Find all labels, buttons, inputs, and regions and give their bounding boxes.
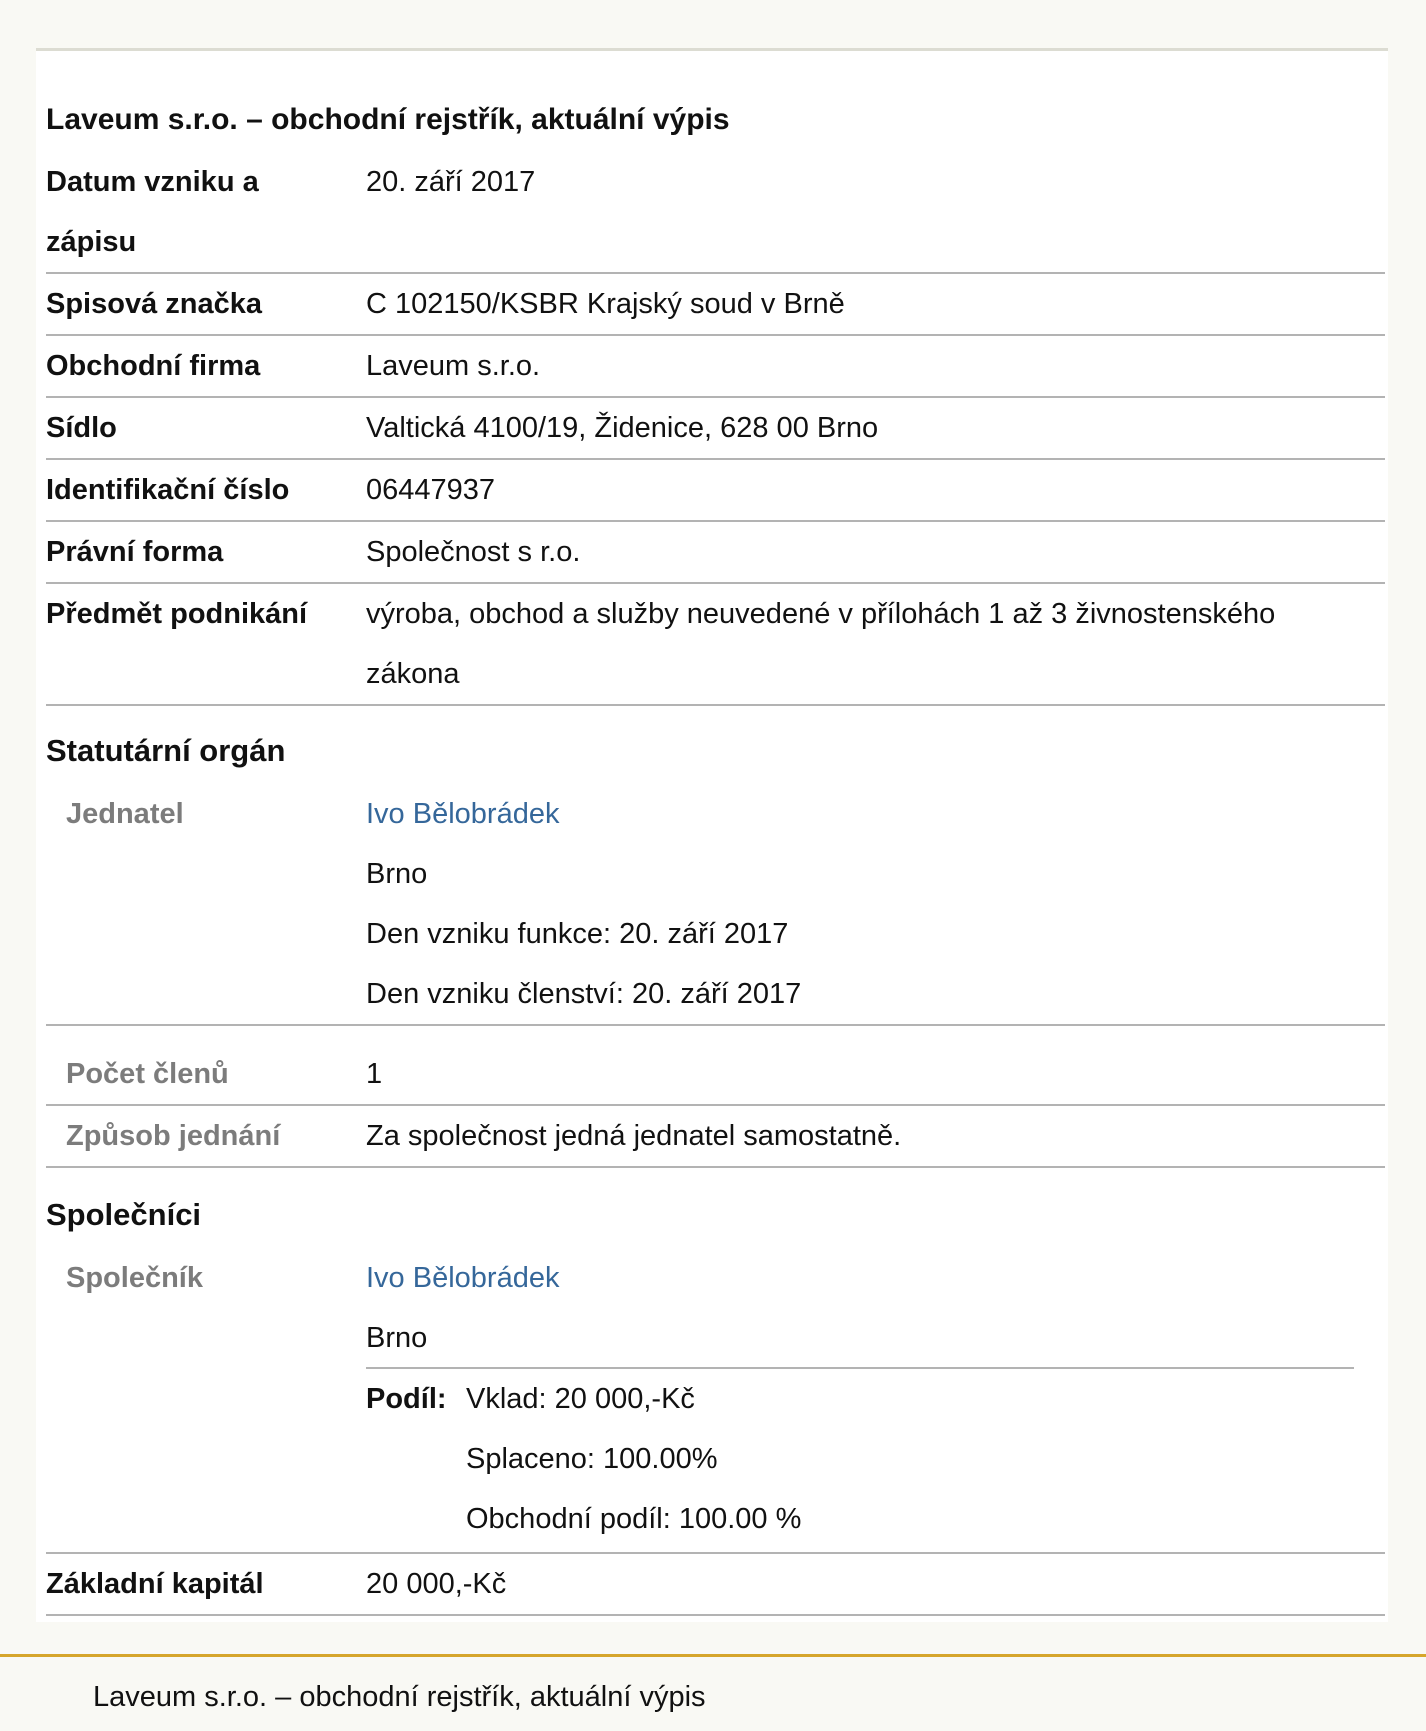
value-predmet-podnikani: výroba, obchod a služby neuvedené v přílohách 1 až 3 živnostenského zákona [366, 598, 1276, 690]
podil-obchodni: Obchodní podíl: 100.00 % [466, 1503, 802, 1535]
value-zakladni-kapital: 20 000,-Kč [366, 1568, 507, 1600]
page-title: Laveum s.r.o. – obchodní rejstřík, aktuální výpis [46, 103, 730, 136]
podil-splaceno: Splaceno: 100.00% [466, 1443, 718, 1475]
row-jednatel [46, 784, 1385, 1026]
value-datum-vzniku: 20. září 2017 [366, 166, 536, 198]
row-zpusob-jednani [46, 1106, 1385, 1168]
row-identifikacni-cislo [46, 460, 1385, 522]
podil-vklad: Vklad: 20 000,-Kč [466, 1383, 695, 1415]
value-sidlo: Valtická 4100/19, Židenice, 628 00 Brno [366, 412, 879, 444]
label-zakladni-kapital: Základní kapitál [46, 1568, 264, 1600]
jednatel-den-vzniku-clenstvi: Den vzniku členství: 20. září 2017 [366, 978, 802, 1010]
footer-title: Laveum s.r.o. – obchodní rejstřík, aktuální výpis [93, 1681, 706, 1713]
label-spolecnik: Společník [66, 1262, 203, 1294]
value-pravni-forma: Společnost s r.o. [366, 536, 581, 568]
label-spisova-znacka: Spisová značka [46, 288, 262, 320]
section-statutarni-organ: Statutární orgán [46, 733, 286, 768]
value-jednatel [366, 784, 1385, 1024]
row-spisova-znacka [46, 274, 1385, 336]
label-jednatel: Jednatel [66, 798, 184, 830]
row-sidlo [46, 398, 1385, 460]
value-pocet-clenu: 1 [366, 1058, 383, 1090]
row-predmet-podnikani [46, 584, 1385, 706]
label-predmet-podnikani: Předmět podnikání [46, 598, 308, 630]
label-identifikacni-cislo: Identifikační číslo [46, 474, 290, 506]
row-obchodni-firma [46, 336, 1385, 398]
jednatel-name-link[interactable]: Ivo Bělobrádek [366, 798, 560, 830]
jednatel-city: Brno [366, 858, 428, 890]
spolecnik-name-link[interactable]: Ivo Bělobrádek [366, 1262, 560, 1294]
row-pravni-forma [46, 522, 1385, 584]
value-obchodni-firma: Laveum s.r.o. [366, 350, 541, 382]
podil-values [466, 1369, 801, 1549]
row-pocet-clenu [46, 1044, 1385, 1106]
jednatel-den-vzniku-funkce: Den vzniku funkce: 20. září 2017 [366, 918, 789, 950]
label-pocet-clenu: Počet členů [66, 1058, 229, 1090]
label-zpusob-jednani: Způsob jednání [66, 1120, 281, 1152]
spolecnik-city: Brno [366, 1322, 428, 1354]
value-zpusob-jednani: Za společnost jedná jednatel samostatně. [366, 1120, 902, 1152]
podil-block [366, 1367, 1354, 1535]
label-obchodni-firma: Obchodní firma [46, 350, 261, 382]
value-identifikacni-cislo: 06447937 [366, 474, 496, 506]
row-zakladni-kapital [46, 1554, 1385, 1616]
row-datum-vzniku [46, 152, 1385, 274]
value-spisova-znacka: C 102150/KSBR Krajský soud v Brně [366, 288, 845, 320]
label-datum-vzniku: Datum vzniku a zápisu [46, 166, 259, 258]
footer-bar [0, 1654, 1426, 1731]
label-pravni-forma: Právní forma [46, 536, 224, 568]
section-spolecnici: Společníci [46, 1197, 202, 1232]
value-spolecnik [366, 1248, 1385, 1368]
label-sidlo: Sídlo [46, 412, 117, 444]
podil-label: Podíl: [366, 1383, 447, 1415]
